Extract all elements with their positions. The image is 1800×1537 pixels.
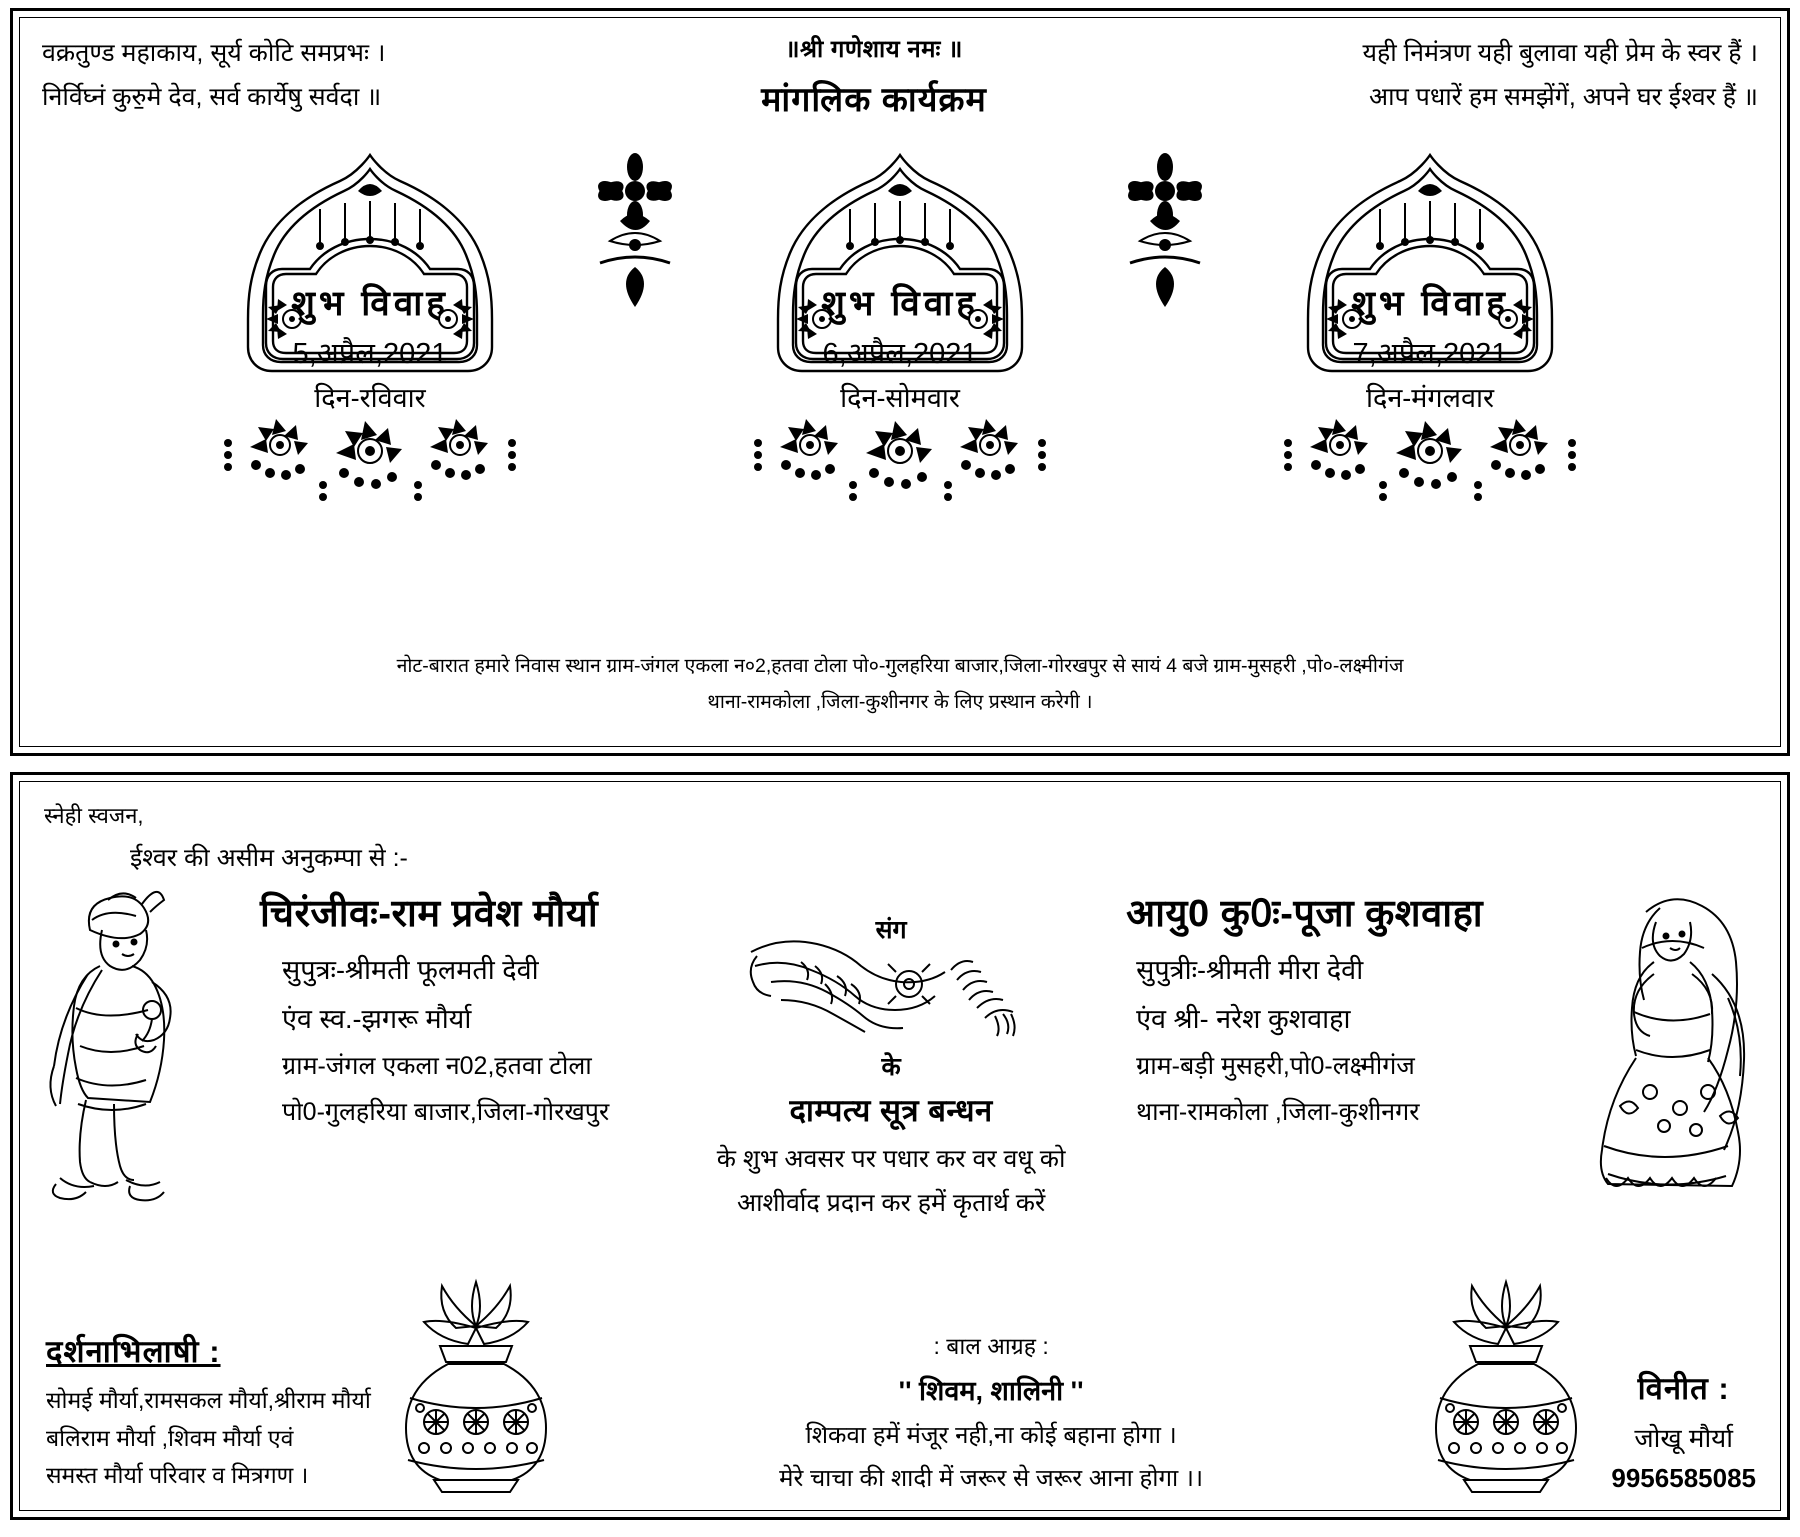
shlok-right-line2: आप पधारें हम समझेंगें, अपने घर ईश्वर हैं ॥	[1368, 82, 1758, 111]
greeting-block	[20, 782, 1780, 874]
groom-figure	[30, 878, 250, 1213]
event-arch-2	[690, 147, 1110, 517]
kalash-pot-icon	[376, 1274, 576, 1494]
groom-mother: सुपुत्रः-श्रीमती फूलमती देवी	[282, 955, 539, 985]
bride-name: आयु0 कु0ः-पूजा कुशवाहा	[1126, 893, 1484, 935]
bal-aagrah-names: '' शिवम, शालिनी ''	[898, 1376, 1084, 1406]
arch-2-text	[690, 279, 1110, 415]
darshan-line-1: सोमई मौर्या,रामसकल मौर्या,श्रीराम मौर्या	[46, 1387, 371, 1414]
bride-village: ग्राम-बड़ी मुसहरी,पो0-लक्ष्मीगंज	[1136, 1052, 1415, 1080]
shlok-left-line2: निर्विघ्नं कुरु॒मे देव, सर्व कार्येषु सर्वदा ॥	[42, 82, 382, 111]
bride-mother: सुपुत्रीः-श्रीमती मीरा देवी	[1136, 955, 1364, 985]
groom-name: चिरंजीवः-राम प्रवेश मौर्या	[260, 893, 599, 935]
vinit-phone: 9956585085	[1611, 1463, 1756, 1493]
sang-label: संग	[875, 916, 907, 944]
floral-divider-icon	[1110, 155, 1220, 335]
greeting-snehi: स्नेही स्वजन,	[44, 803, 144, 828]
vinit-block	[1611, 1367, 1756, 1494]
event-arch-1	[160, 147, 580, 517]
shlok-left-line1: वक्रतुण्ड महाकाय, सूर्य कोटि समप्रभः ।	[42, 39, 386, 67]
bride-details	[1106, 878, 1550, 1128]
kalash-right	[1401, 1274, 1611, 1494]
groom-father: एंव स्व.-झगरू मौर्या	[282, 1004, 472, 1034]
top-header	[20, 18, 1780, 121]
groom-village: ग्राम-जंगल एकला न02,हतवा टोला	[282, 1052, 592, 1080]
arch-1-text	[160, 279, 580, 415]
baraat-note-line1: नोट-बारात हमारे निवास स्थान ग्राम-जंगल एकला न०2,हतवा टोला पो०-गुलहरिया बाजार,जिला-गोरखपुर से सायं 4 बजे ग्राम-मुसहरी ,पो०-लक्ष्मीगंज	[396, 654, 1404, 677]
ganesh-heading	[761, 32, 987, 121]
bride-figure	[1550, 878, 1770, 1213]
arch-3-title: शुभ विवाह	[1351, 284, 1509, 323]
baraat-note-line2: थाना-रामकोला ,जिला-कुशीनगर के लिए प्रस्थान करेगी ।	[707, 690, 1093, 713]
arch-3-day: दिन-मंगलवार	[1365, 383, 1494, 413]
invite-line-1: के शुभ अवसर पर पधार कर वर वधू को	[716, 1145, 1066, 1173]
top-invitation-card	[10, 8, 1790, 756]
darshan-line-3: समस्त मौर्या परिवार व मित्रगण ।	[46, 1461, 309, 1488]
bottom-card-inner-border	[19, 781, 1781, 1511]
darshanabhilashi-block	[46, 1330, 371, 1494]
bride-thana: थाना-रामकोला ,जिला-कुशीनगर	[1136, 1098, 1420, 1126]
bal-aagrah-title: : बाल आग्रह :	[933, 1333, 1049, 1359]
arch-2-bottom-garland-icon	[710, 437, 1090, 517]
floral-divider-icon	[580, 155, 690, 335]
divider-motif-2	[1110, 147, 1220, 335]
darshan-line-2: बलिराम मौर्या ,शिवम मौर्या एवं	[46, 1424, 294, 1451]
bride-father: एंव श्री- नरेश कुशवाहा	[1136, 1004, 1351, 1034]
event-arches-row	[20, 147, 1780, 517]
arch-2-title: शुभ विवाह	[821, 284, 979, 323]
ganesh-invocation: ॥श्री गणेशाय नमः ॥	[785, 36, 963, 63]
bride-illustration-icon	[1550, 878, 1770, 1208]
groom-post: पो0-गुलहरिया बाजार,जिला-गोरखपुर	[282, 1098, 610, 1126]
dampatya-sutra-bandhan: दाम्पत्य सूत्र बन्धन	[789, 1093, 993, 1128]
vinit-title: विनीत :	[1637, 1371, 1730, 1406]
shlok-right-line1: यही निमंत्रण यही बुलावा यही प्रेम के स्वर हैं ।	[1362, 39, 1758, 67]
arch-1-date: 5,अप्रैल,2021	[292, 338, 448, 370]
arch-2-day: दिन-सोमवार	[840, 383, 960, 413]
divider-motif-1	[580, 147, 690, 335]
bal-aagrah-line2: मेरे चाचा की शादी में जरूर से जरूर आना होगा ।।	[779, 1465, 1204, 1492]
shlok-left	[42, 32, 385, 120]
bal-aagrah-block	[581, 1329, 1402, 1494]
arch-3-date: 7,अप्रैल,2021	[1352, 338, 1508, 370]
kalash-left	[371, 1274, 581, 1494]
program-title: मांगलिक कार्यक्रम	[761, 81, 987, 119]
darshanabhilashi-names	[46, 1382, 371, 1494]
bottom-invitation-card	[10, 772, 1790, 1520]
invite-line-2: आशीर्वाद प्रदान कर हमें कृतार्थ करें	[736, 1189, 1046, 1217]
arch-1-title: शुभ विवाह	[291, 284, 449, 323]
top-card-inner-border	[19, 17, 1781, 747]
shlok-right	[1362, 32, 1758, 120]
arch-1-bottom-garland-icon	[180, 437, 560, 517]
bottom-signature-row	[20, 1274, 1780, 1510]
middle-union-block	[676, 878, 1106, 1219]
event-arch-3	[1220, 147, 1640, 517]
groom-details	[250, 878, 676, 1128]
baraat-note	[20, 648, 1780, 720]
couple-details-row	[20, 874, 1780, 1219]
bal-aagrah-line1: शिकवा हमें मंजूर नही,ना कोई बहाना होगा ।	[805, 1422, 1177, 1449]
kalash-pot-icon	[1406, 1274, 1606, 1494]
greeting-ishwar: ईश्वर की असीम अनुकम्पा से :-	[130, 844, 408, 872]
ke-label: के	[881, 1053, 901, 1081]
vinit-name: जोखू मौर्या	[1634, 1423, 1733, 1453]
arch-2-date: 6,अप्रैल,2021	[822, 338, 978, 370]
darshanabhilashi-title: दर्शनाभिलाषी :	[46, 1334, 221, 1370]
arch-1-day: दिन-रविवार	[314, 383, 426, 413]
arch-3-bottom-garland-icon	[1240, 437, 1620, 517]
arch-3-text	[1220, 279, 1640, 415]
groom-illustration-icon	[30, 878, 250, 1208]
